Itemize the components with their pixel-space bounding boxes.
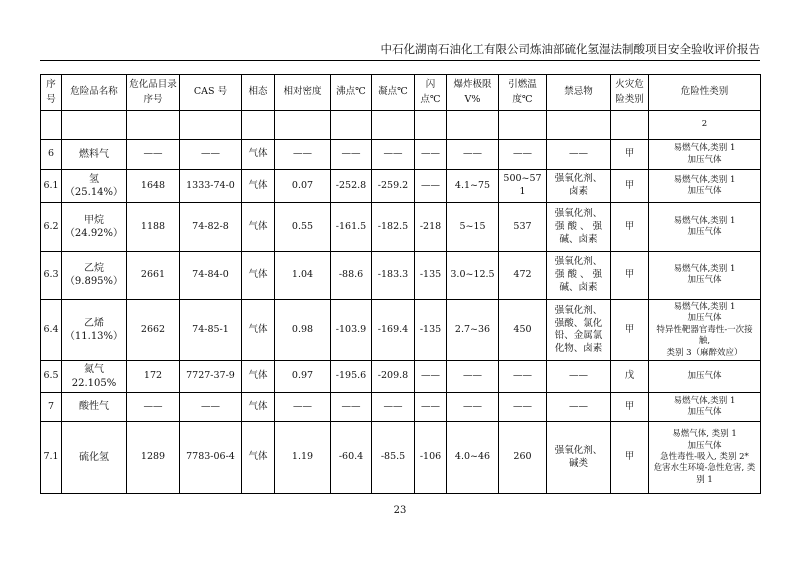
- cell-explosion: 2.7~36: [447, 300, 499, 361]
- cell-phase: 气体: [242, 251, 275, 299]
- cell-cas: 7727-37-9: [180, 361, 242, 393]
- cell-flash: [415, 111, 447, 140]
- cell-fire: 甲: [611, 300, 649, 361]
- cell-ignition: 500~57 1: [499, 169, 547, 203]
- table-row: [41, 111, 761, 140]
- cell-explosion: 5~15: [447, 203, 499, 251]
- cell-freeze: -85.5: [372, 422, 415, 494]
- table-row: [41, 203, 761, 251]
- cell-name: 氮气 22.105%: [62, 361, 127, 393]
- cell-flash: ——: [415, 393, 447, 422]
- cell-boil: ——: [331, 140, 372, 169]
- cell-flash: ——: [415, 140, 447, 169]
- cell-freeze: [372, 111, 415, 140]
- cell-freeze: -209.8: [372, 361, 415, 393]
- cell-boil: -103.9: [331, 300, 372, 361]
- cell-forbidden: [547, 111, 611, 140]
- cell-phase: 气体: [242, 203, 275, 251]
- header-divider: [40, 60, 760, 61]
- cell-cas: 74-84-0: [180, 251, 242, 299]
- column-header: CAS 号: [180, 75, 242, 111]
- column-header: 爆炸极限 V%: [447, 75, 499, 111]
- cell-flash: ——: [415, 361, 447, 393]
- cell-name: 乙烷 （9.895%）: [62, 251, 127, 299]
- cell-boil: -60.4: [331, 422, 372, 494]
- cell-ignition: [499, 111, 547, 140]
- column-header: 危化品目录序号: [127, 75, 180, 111]
- cell-name: 氢 （25.14%）: [62, 169, 127, 203]
- cell-forbidden: 强氧化剂、 强 酸 、 强 碱、卤素: [547, 203, 611, 251]
- cell-dir: [127, 111, 180, 140]
- cell-phase: 气体: [242, 422, 275, 494]
- cell-dir: 2661: [127, 251, 180, 299]
- cell-cas: 7783-06-4: [180, 422, 242, 494]
- cell-category: 易燃气体,类别 1 加压气体: [649, 393, 761, 422]
- column-header: 禁忌物: [547, 75, 611, 111]
- cell-flash: -106: [415, 422, 447, 494]
- cell-no: 6.1: [41, 169, 62, 203]
- cell-phase: 气体: [242, 393, 275, 422]
- column-header: 火灾危险类别: [611, 75, 649, 111]
- cell-explosion: ——: [447, 361, 499, 393]
- cell-ignition: 537: [499, 203, 547, 251]
- cell-ignition: ——: [499, 361, 547, 393]
- cell-phase: 气体: [242, 361, 275, 393]
- cell-explosion: ——: [447, 393, 499, 422]
- cell-boil: -88.6: [331, 251, 372, 299]
- cell-freeze: -183.3: [372, 251, 415, 299]
- cell-phase: 气体: [242, 169, 275, 203]
- cell-dir: 172: [127, 361, 180, 393]
- cell-forbidden: 强氧化剂、 卤素: [547, 169, 611, 203]
- table-row: [41, 251, 761, 299]
- column-header: 相对密度: [275, 75, 331, 111]
- table-row: [41, 422, 761, 494]
- cell-dir: 2662: [127, 300, 180, 361]
- cell-forbidden: ——: [547, 393, 611, 422]
- cell-fire: 甲: [611, 422, 649, 494]
- cell-phase: 气体: [242, 300, 275, 361]
- cell-fire: 甲: [611, 393, 649, 422]
- cell-name: 乙烯 （11.13%）: [62, 300, 127, 361]
- cell-no: 6.4: [41, 300, 62, 361]
- column-header: 引燃温度℃: [499, 75, 547, 111]
- cell-cas: ——: [180, 140, 242, 169]
- cell-explosion: [447, 111, 499, 140]
- column-header: 危险品名称: [62, 75, 127, 111]
- cell-boil: -252.8: [331, 169, 372, 203]
- cell-fire: 戊: [611, 361, 649, 393]
- cell-no: 7: [41, 393, 62, 422]
- cell-name: 硫化氢: [62, 422, 127, 494]
- cell-freeze: -182.5: [372, 203, 415, 251]
- cell-no: 7.1: [41, 422, 62, 494]
- cell-flash: -218: [415, 203, 447, 251]
- cell-dir: 1648: [127, 169, 180, 203]
- cell-cas: 1333-74-0: [180, 169, 242, 203]
- cell-cas: ——: [180, 393, 242, 422]
- column-header: 凝点℃: [372, 75, 415, 111]
- column-header: 危险性类别: [649, 75, 761, 111]
- cell-density: 0.55: [275, 203, 331, 251]
- cell-explosion: ——: [447, 140, 499, 169]
- cell-dir: 1188: [127, 203, 180, 251]
- cell-forbidden: 强氧化剂、 强 酸 、 强 碱、卤素: [547, 251, 611, 299]
- cell-dir: ——: [127, 140, 180, 169]
- table-header-row: [41, 75, 761, 111]
- cell-fire: 甲: [611, 169, 649, 203]
- cell-density: 1.04: [275, 251, 331, 299]
- cell-density: 0.07: [275, 169, 331, 203]
- table-row: [41, 361, 761, 393]
- cell-dir: ——: [127, 393, 180, 422]
- cell-category: 易燃气体,类别 1 加压气体: [649, 251, 761, 299]
- cell-freeze: ——: [372, 393, 415, 422]
- cell-fire: 甲: [611, 251, 649, 299]
- cell-cas: [180, 111, 242, 140]
- cell-forbidden: 强氧化剂、 碱类: [547, 422, 611, 494]
- cell-name: 酸性气: [62, 393, 127, 422]
- cell-cas: 74-82-8: [180, 203, 242, 251]
- cell-boil: ——: [331, 393, 372, 422]
- cell-forbidden: 强氧化剂、 强酸、氯化 铅、金属氯 化物、卤素: [547, 300, 611, 361]
- cell-cas: 74-85-1: [180, 300, 242, 361]
- cell-no: [41, 111, 62, 140]
- cell-fire: [611, 111, 649, 140]
- cell-category: 易燃气体,类别 1 加压气体 特异性靶器官毒性-一次接触, 类别 3（麻醉效应）: [649, 300, 761, 361]
- cell-no: 6.2: [41, 203, 62, 251]
- cell-boil: [331, 111, 372, 140]
- cell-density: 0.98: [275, 300, 331, 361]
- page-number: 23: [393, 505, 407, 516]
- cell-boil: -161.5: [331, 203, 372, 251]
- table-row: [41, 140, 761, 169]
- cell-flash: -135: [415, 251, 447, 299]
- cell-phase: [242, 111, 275, 140]
- cell-ignition: ——: [499, 393, 547, 422]
- cell-no: 6.3: [41, 251, 62, 299]
- cell-ignition: 450: [499, 300, 547, 361]
- cell-phase: 气体: [242, 140, 275, 169]
- cell-forbidden: ——: [547, 140, 611, 169]
- table-row: [41, 393, 761, 422]
- cell-name: 甲烷 （24.92%）: [62, 203, 127, 251]
- cell-density: [275, 111, 331, 140]
- cell-explosion: 4.1~75: [447, 169, 499, 203]
- cell-name: 燃料气: [62, 140, 127, 169]
- cell-freeze: -259.2: [372, 169, 415, 203]
- column-header: 相态: [242, 75, 275, 111]
- cell-density: ——: [275, 393, 331, 422]
- column-header: 序号: [41, 75, 62, 111]
- cell-explosion: 3.0~12.5: [447, 251, 499, 299]
- cell-freeze: ——: [372, 140, 415, 169]
- cell-fire: 甲: [611, 140, 649, 169]
- column-header: 闪点℃: [415, 75, 447, 111]
- cell-density: ——: [275, 140, 331, 169]
- table-row: [41, 169, 761, 203]
- cell-explosion: 4.0~46: [447, 422, 499, 494]
- cell-no: 6.5: [41, 361, 62, 393]
- cell-forbidden: ——: [547, 361, 611, 393]
- cell-freeze: -169.4: [372, 300, 415, 361]
- table-body: [41, 111, 761, 494]
- cell-density: 1.19: [275, 422, 331, 494]
- cell-category: 易燃气体,类别 1 加压气体: [649, 169, 761, 203]
- cell-boil: -195.6: [331, 361, 372, 393]
- cell-category: 易燃气体, 类别 1 加压气体 急性毒性-吸入, 类别 2* 危害水生环境-急性危害, 类 别 1: [649, 422, 761, 494]
- cell-ignition: ——: [499, 140, 547, 169]
- cell-flash: -135: [415, 300, 447, 361]
- cell-density: 0.97: [275, 361, 331, 393]
- cell-category: 2: [649, 111, 761, 140]
- cell-ignition: 472: [499, 251, 547, 299]
- cell-dir: 1289: [127, 422, 180, 494]
- cell-fire: 甲: [611, 203, 649, 251]
- column-header: 沸点℃: [331, 75, 372, 111]
- cell-category: 易燃气体,类别 1 加压气体: [649, 203, 761, 251]
- hazard-table: [40, 74, 761, 494]
- cell-flash: ——: [415, 169, 447, 203]
- report-header: 中石化湖南石油化工有限公司炼油部硫化氢湿法制酸项目安全验收评价报告: [380, 42, 760, 56]
- cell-no: 6: [41, 140, 62, 169]
- cell-category: 易燃气体,类别 1 加压气体: [649, 140, 761, 169]
- cell-category: 加压气体: [649, 361, 761, 393]
- cell-ignition: 260: [499, 422, 547, 494]
- cell-name: [62, 111, 127, 140]
- table-row: [41, 300, 761, 361]
